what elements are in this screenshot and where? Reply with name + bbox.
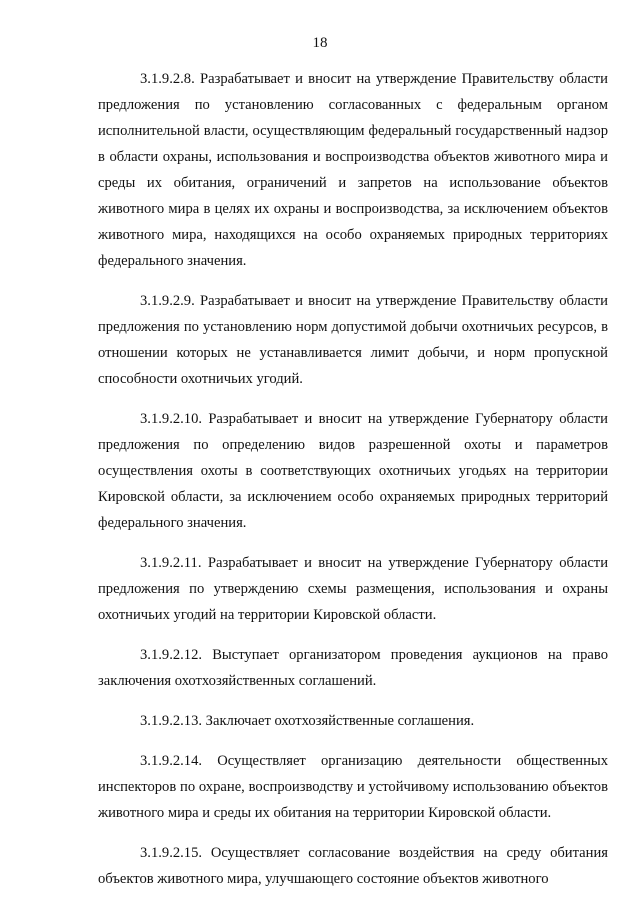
page-number: 18 (312, 35, 328, 51)
document-body (98, 66, 608, 892)
paragraph-3-1-9-2-11: 3.1.9.2.11. Разрабатывает и вносит на утверждение Губернатору области предложения по утверждению схемы размещения, использования и охраны охотничьих угодий на территории Кировской области. (98, 555, 608, 623)
paragraph-3-1-9-2-9: 3.1.9.2.9. Разрабатывает и вносит на утверждение Правительству области предложения по установлению норм допустимой добычи охотничьих ресурсов, в отношении которых не устанавливается лимит добычи, и норм пропускной способности охотничьих угодий. (98, 293, 608, 387)
paragraph-3-1-9-2-13: 3.1.9.2.13. Заключает охотхозяйственные соглашения. (140, 713, 475, 729)
paragraph-3-1-9-2-8: 3.1.9.2.8. Разрабатывает и вносит на утверждение Правительству области предложения по установлению согласованных с федеральным органом исполнительной власти, осуществляющим федеральный государственный надзор в области охраны, использования и воспроизводства объектов животного мира и среды их обитания, ограничений и запретов на использование объектов животного мира в целях их охраны и воспроизводства, за исключением объектов животного мира, находящихся на особо охраняемых природных территориях федерального значения. (98, 71, 608, 269)
paragraph-3-1-9-2-14: 3.1.9.2.14. Осуществляет организацию деятельности общественных инспекторов по охране, воспроизводству и устойчивому использованию объектов животного мира и среды их обитания на территории Кировской области. (98, 753, 608, 821)
paragraph-3-1-9-2-15: 3.1.9.2.15. Осуществляет согласование воздействия на среду обитания объектов животного мира, улучшающего состояние объектов животного (98, 845, 608, 887)
paragraph-3-1-9-2-12: 3.1.9.2.12. Выступает организатором проведения аукционов на право заключения охотхозяйственных соглашений. (98, 647, 608, 689)
paragraph-3-1-9-2-10: 3.1.9.2.10. Разрабатывает и вносит на утверждение Губернатору области предложения по определению видов разрешенной охоты и параметров осуществления охоты в соответствующих охотничьих угодьях на территории Кировской области, за исключением особо охраняемых природных территорий федерального значения. (98, 411, 608, 531)
